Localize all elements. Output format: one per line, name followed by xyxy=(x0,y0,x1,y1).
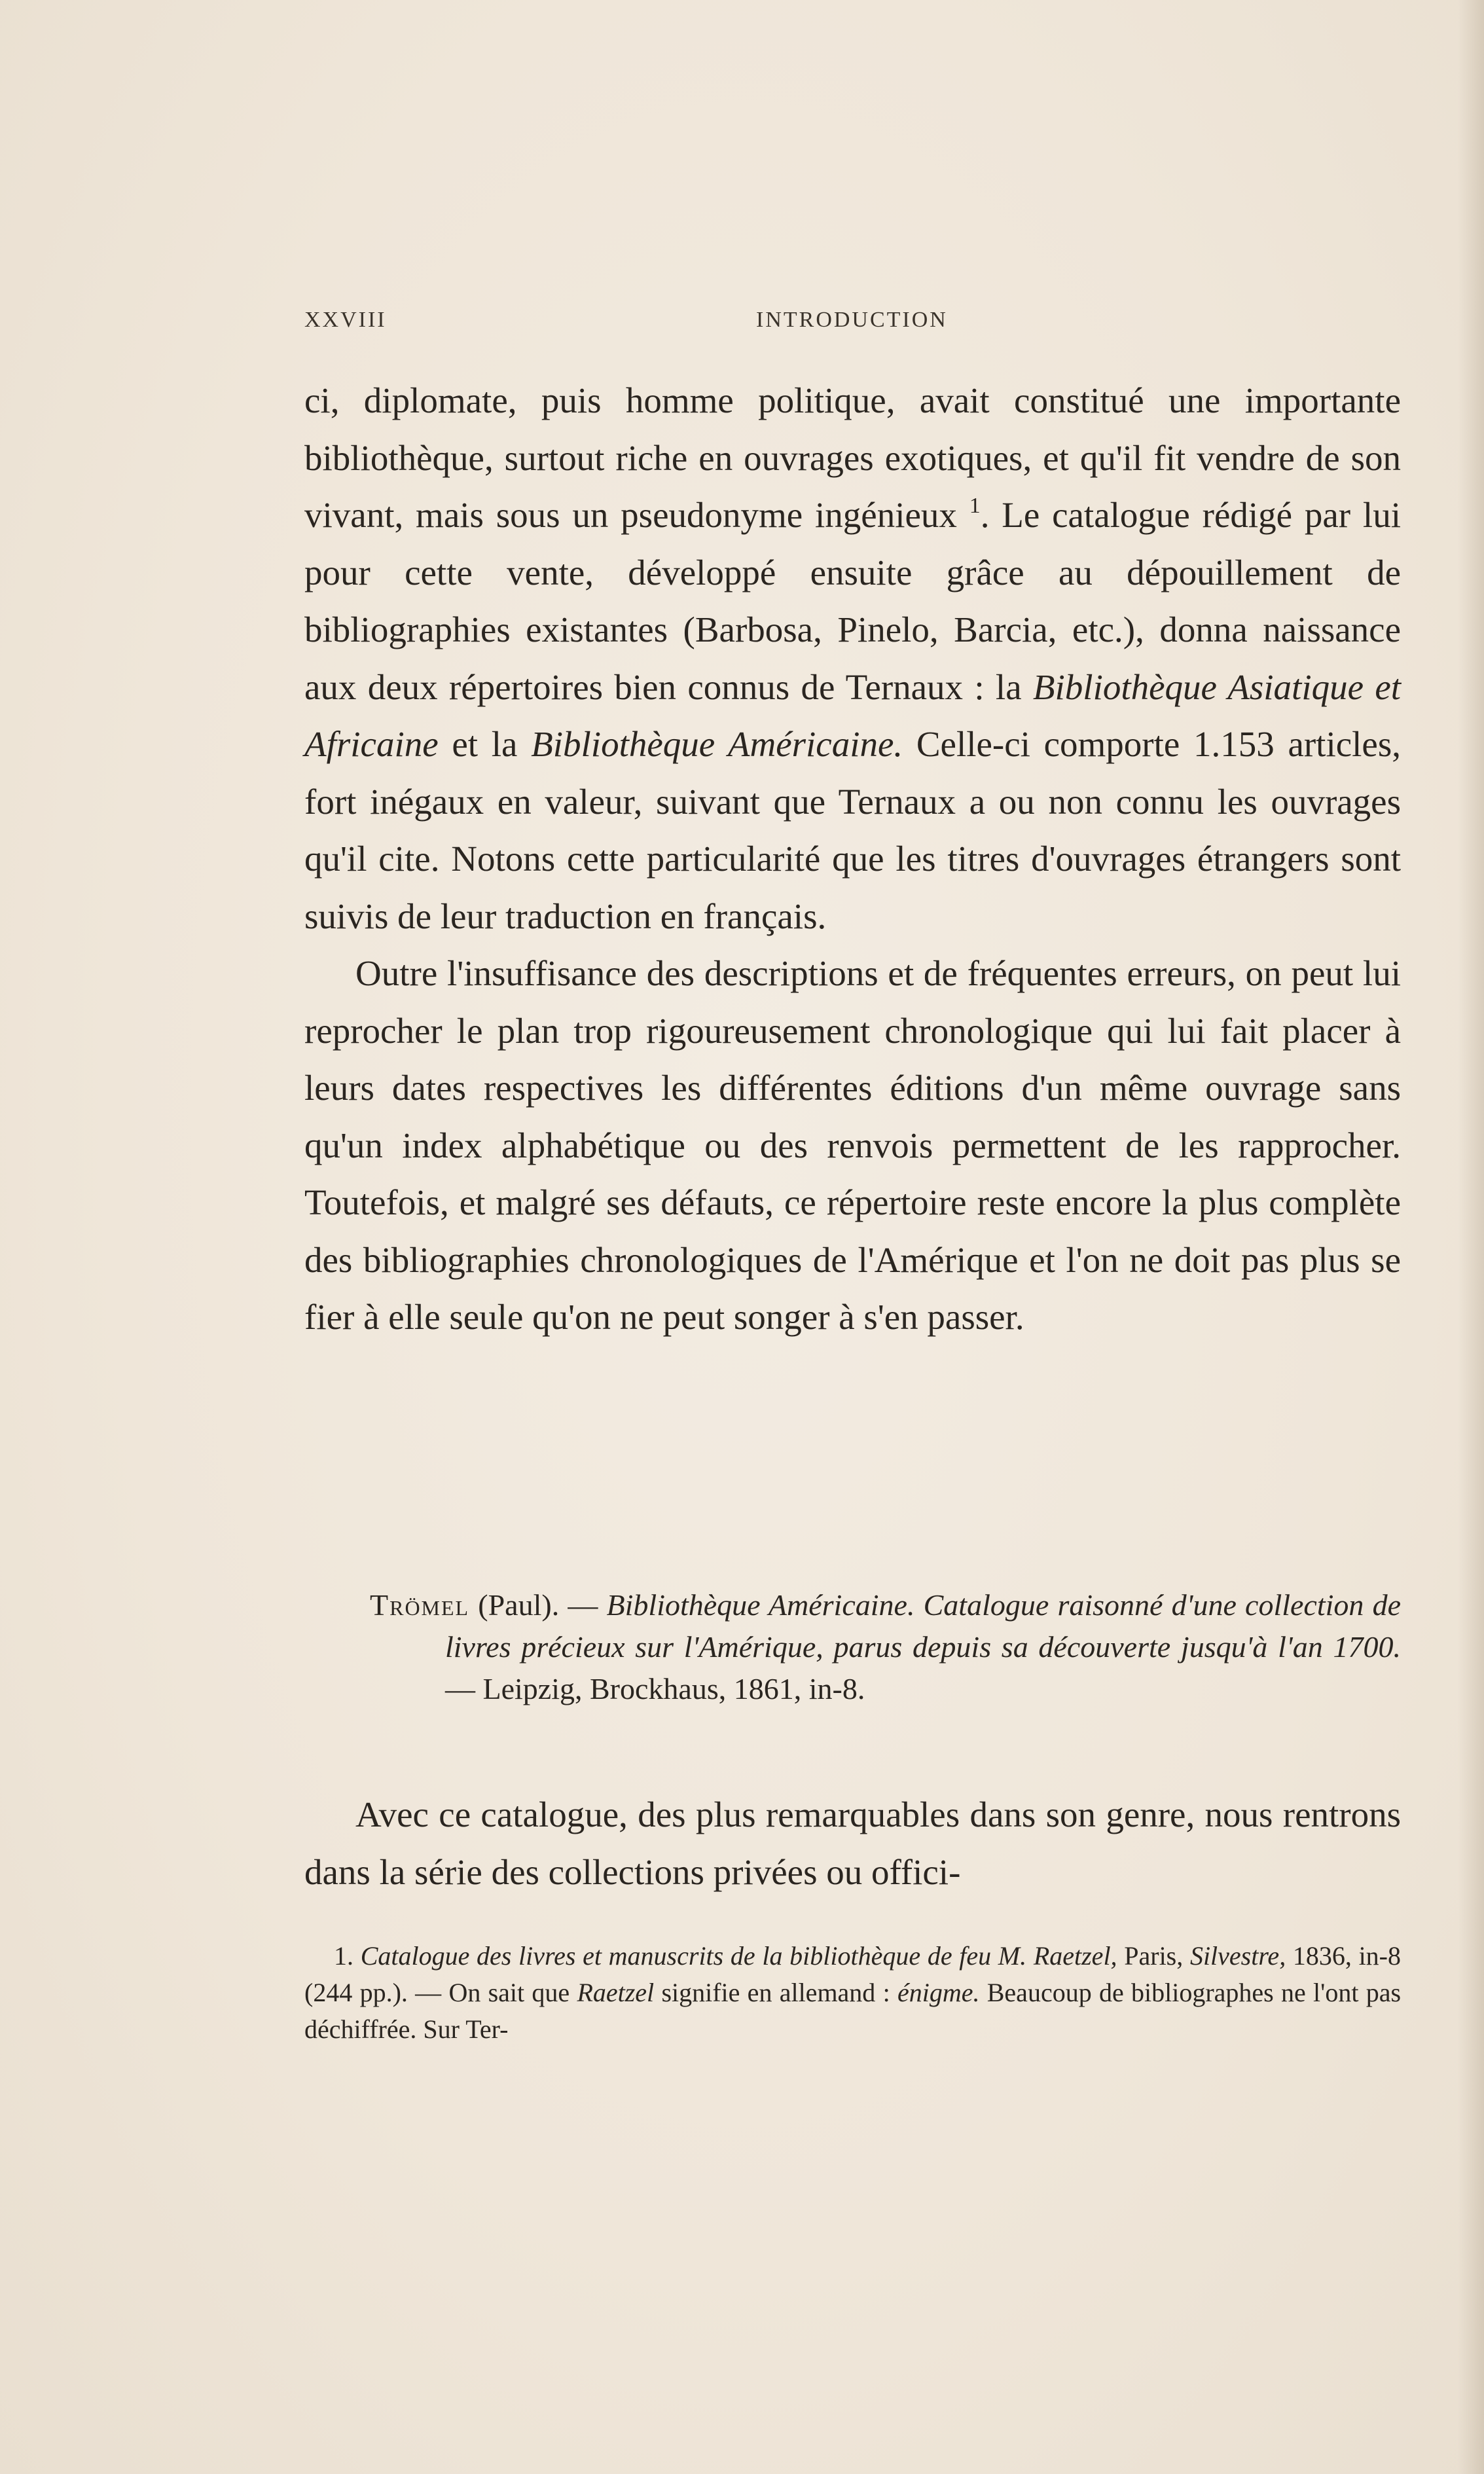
page-edge-shadow xyxy=(1458,0,1484,2474)
footnote-reference: 1 xyxy=(969,494,981,518)
title-asiatique: Bibliothèque Asiatique et Africaine xyxy=(304,666,1402,764)
paragraph-collections: Avec ce catalogue, des plus remarquables dans son genre, nous rentrons dans la série des collections privées ou offici- xyxy=(304,1794,1401,1892)
page-header xyxy=(304,308,1401,347)
entry-imprint: — Leipzig, Brockhaus, 1861, in-8. xyxy=(445,1672,865,1705)
paragraph-ternaux: ci, diplomate, puis homme politique, avait constitué une importante bibliothèque, surtout riche en ouvrages exotiques, et qu'il fit vendre de son vivant, mais sous un pseudonyme ingénieux $^1$. Le catalogue rédigé par lui pour cette vente, développé ensuite grâce au dépouillement de bibliographies existantes (Barbosa, Pinelo, Barcia, etc.), donna naissance aux deux répertoires bien connus de Ternaux : la Bibliothèque Asiatique et Africaine et la Bibliothèque Américaine. Celle-ci comporte 1.153 articles, fort inégaux en valeur, suivant que Ternaux a ou non connu les ouvrages qu'il cite. Notons cette particularité que les titres d'ouvrages étrangers sont suivis de leur traduction en français. xyxy=(304,380,1402,936)
entry-title: Bibliothèque Américaine. Catalogue raisonné d'une collection de livres précieux sur l'Amérique, parus depuis sa découverte jusqu'à l'an 1700. xyxy=(445,1588,1401,1664)
main-text-block xyxy=(304,372,1401,1346)
footnote-1: 1. Catalogue des livres et manuscrits de la bibliothèque de feu M. Raetzel, Paris, Silvestre, 1836, in-8 (244 pp.). — On sait que Raetzel signifie en allemand : énigme. Beaucoup de bibliographes ne l'ont pas déchiffrée. Sur Ter- xyxy=(304,1941,1402,2044)
entry-tromel: Trömel (Paul). — Bibliothèque Américaine. Catalogue raisonné d'une collection de livres précieux sur l'Amérique, parus depuis sa découverte jusqu'à l'an 1700. — Leipzig, Brockhaus, 1861, in-8. xyxy=(370,1588,1401,1705)
title-americaine: Bibliothèque Américaine. xyxy=(531,724,903,764)
bibliographic-entry xyxy=(370,1584,1401,1710)
main-text-block-continued xyxy=(304,1786,1401,1901)
page-number: XXVIII xyxy=(304,308,387,332)
footnote xyxy=(304,1938,1401,2048)
paragraph-critique: Outre l'insuffisance des descriptions et de fréquentes erreurs, on peut lui reprocher le plan trop rigoureusement chronologique qui lui fait placer à leurs dates respectives les différentes éditions d'un même ouvrage sans qu'un index alphabétique ou des renvois permettent de les rapprocher. Toutefois, et malgré ses défauts, ce répertoire reste encore la plus complète des bibliographies chronologiques de l'Amérique et l'on ne doit pas plus se fier à elle seule qu'on ne peut songer à s'en passer. xyxy=(304,953,1401,1337)
running-title: INTRODUCTION xyxy=(756,308,948,332)
entry-author: Trömel xyxy=(370,1588,470,1622)
